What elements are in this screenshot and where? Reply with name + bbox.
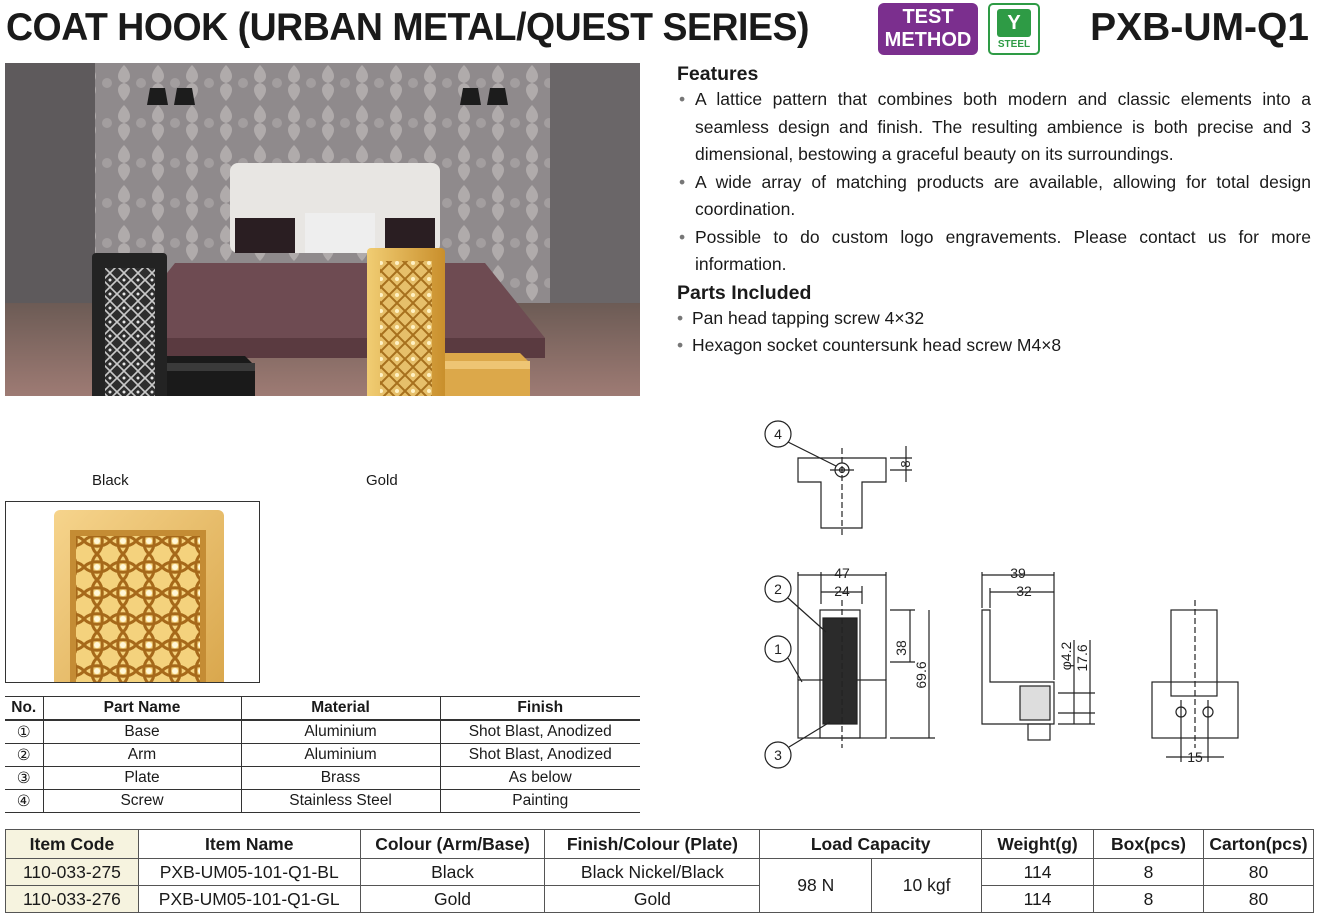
cell-item-name: PXB-UM05-101-Q1-GL	[138, 886, 360, 913]
dim-69-6: 69.6	[913, 661, 929, 689]
cell-no: ④	[5, 790, 43, 813]
cell-load-newton: 98 N	[760, 859, 872, 913]
product-code: PXB-UM-Q1	[1090, 6, 1309, 49]
cell-finish: As below	[440, 767, 640, 790]
product-photo	[5, 63, 640, 396]
features-heading: Features	[677, 63, 759, 85]
top-view	[765, 421, 912, 538]
feature-item: • A wide array of matching products are available, allowing for total design coordination.	[677, 169, 1311, 224]
col-header-colour: Colour (Arm/Base)	[360, 830, 545, 859]
parts-included-heading: Parts Included	[677, 282, 812, 304]
cell-weight: 114	[982, 859, 1094, 886]
front-view	[765, 572, 935, 768]
steel-badge-label: STEEL	[997, 39, 1031, 50]
cell-material: Stainless Steel	[241, 790, 440, 813]
dim-17-6: 17.6	[1074, 644, 1090, 672]
col-header-carton: Carton(pcs)	[1203, 830, 1313, 859]
feature-item: • Possible to do custom logo engravements. Please contact us for more information.	[677, 224, 1311, 279]
cell-finish: Painting	[440, 790, 640, 813]
cell-finish-colour: Gold	[545, 886, 760, 913]
col-header-item-code: Item Code	[6, 830, 139, 859]
cell-item-code: 110-033-275	[6, 859, 139, 886]
cell-no: ①	[5, 720, 43, 744]
cell-item-code: 110-033-276	[6, 886, 139, 913]
parts-table-header-row	[5, 697, 640, 721]
dim-4-2: φ4.2	[1058, 641, 1074, 671]
steel-badge	[988, 3, 1040, 55]
col-header-material: Material	[241, 697, 440, 721]
cell-box: 8	[1094, 859, 1204, 886]
technical-drawing	[640, 400, 1319, 780]
table-row	[5, 767, 640, 790]
dim-47: 47	[834, 565, 850, 581]
cell-no: ②	[5, 744, 43, 767]
cell-part-name: Arm	[43, 744, 241, 767]
dim-38: 38	[893, 640, 909, 656]
cell-weight: 114	[982, 886, 1094, 913]
caption-gold: Gold	[366, 472, 398, 489]
table-row	[6, 859, 1314, 886]
cell-carton: 80	[1203, 859, 1313, 886]
cell-finish: Shot Blast, Anodized	[440, 744, 640, 767]
table-row	[5, 790, 640, 813]
dim-32: 32	[1016, 583, 1032, 599]
dim-8: 8	[898, 460, 913, 468]
col-header-no: No.	[5, 697, 43, 721]
bottom-view	[1152, 600, 1238, 762]
cell-carton: 80	[1203, 886, 1313, 913]
item-table	[5, 829, 1314, 913]
callout-1: 1	[774, 641, 782, 657]
table-row	[5, 720, 640, 744]
cell-finish-colour: Black Nickel/Black	[545, 859, 760, 886]
callout-3: 3	[774, 747, 782, 763]
dim-24: 24	[834, 583, 850, 599]
cell-load-kgf: 10 kgf	[872, 859, 982, 913]
badge-test-line2: METHOD 4	[884, 29, 972, 74]
cell-colour: Black	[360, 859, 545, 886]
parts-included-section	[677, 281, 1311, 359]
cell-colour: Gold	[360, 886, 545, 913]
item-table-header-row	[6, 830, 1314, 859]
col-header-load-capacity: Load Capacity	[760, 830, 982, 859]
cell-material: Aluminium	[241, 744, 440, 767]
col-header-weight: Weight(g)	[982, 830, 1094, 859]
features-section	[677, 62, 1311, 279]
steel-icon: Y	[997, 9, 1031, 37]
dim-15: 15	[1187, 749, 1203, 765]
feature-item: • A lattice pattern that combines both modern and classic elements into a seamless design and finish. The resulting ambience is both precise and 3 dimensional, bestowing a graceful beauty on its surroundings.	[677, 86, 1311, 169]
cell-finish: Shot Blast, Anodized	[440, 720, 640, 744]
test-method-badge	[878, 3, 978, 74]
cell-box: 8	[1094, 886, 1204, 913]
parts-included-item: • Pan head tapping screw 4×32	[677, 305, 1311, 332]
col-header-finish: Finish	[440, 697, 640, 721]
parts-table	[5, 696, 640, 813]
badge-test-line1: TEST	[902, 6, 954, 28]
callout-4: 4	[774, 426, 782, 442]
cell-part-name: Base	[43, 720, 241, 744]
col-header-finish-colour: Finish/Colour (Plate)	[545, 830, 760, 859]
page-title: COAT HOOK (URBAN METAL/QUEST SERIES)	[6, 6, 809, 49]
dim-39: 39	[1010, 565, 1026, 581]
col-header-item-name: Item Name	[138, 830, 360, 859]
cell-material: Aluminium	[241, 720, 440, 744]
cell-part-name: Screw	[43, 790, 241, 813]
col-header-box: Box(pcs)	[1094, 830, 1204, 859]
gold-plate-detail-image	[5, 501, 260, 683]
table-row	[5, 744, 640, 767]
cell-item-name: PXB-UM05-101-Q1-BL	[138, 859, 360, 886]
parts-included-item: • Hexagon socket countersunk head screw M4×8	[677, 332, 1311, 359]
cell-no: ③	[5, 767, 43, 790]
table-row	[6, 886, 1314, 913]
col-header-part-name: Part Name	[43, 697, 241, 721]
cell-part-name: Plate	[43, 767, 241, 790]
caption-black: Black	[92, 472, 129, 489]
callout-2: 2	[774, 581, 782, 597]
cell-material: Brass	[241, 767, 440, 790]
